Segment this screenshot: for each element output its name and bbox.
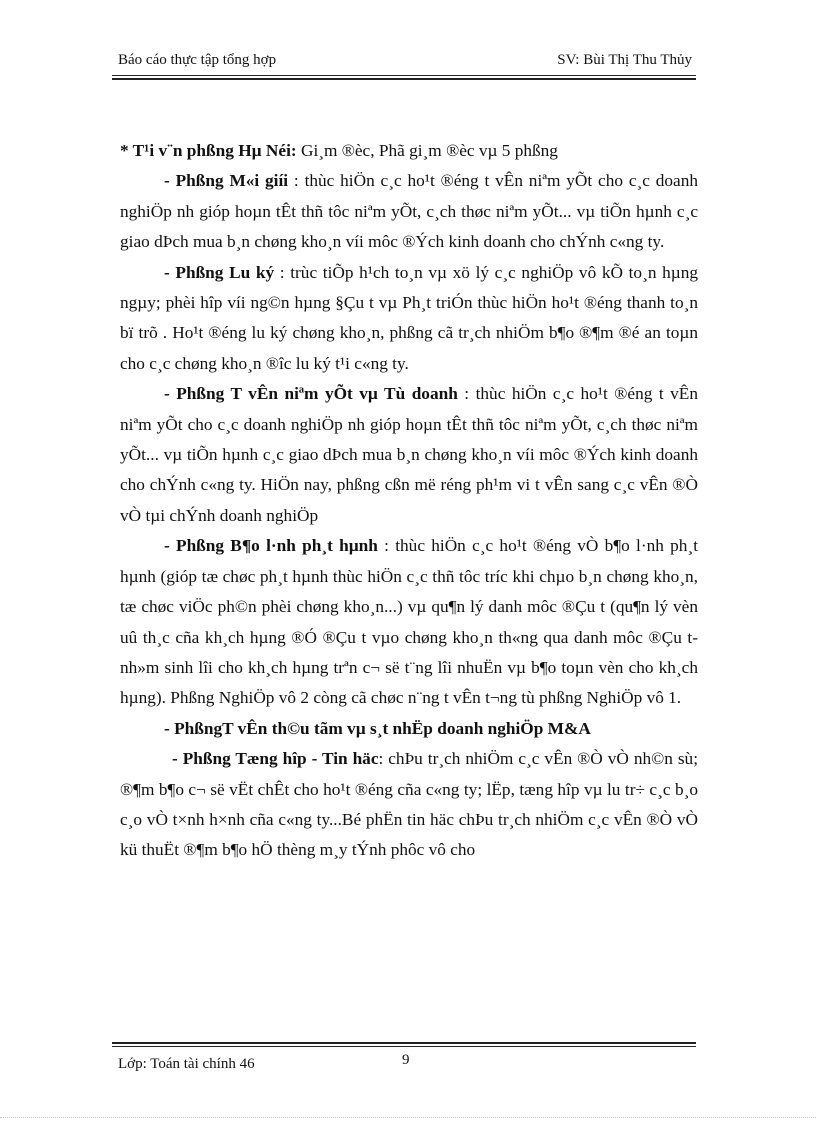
paragraph-heading: * T¹i v¨n phßng Hµ Néi:	[120, 141, 297, 160]
paragraph-heading: - Phßng T vÊn niªm yÕt vµ Tù doanh	[164, 384, 458, 404]
paragraph-text: : chÞu tr¸ch nhiÖm c¸c vÊn ®Ò vÒ nh©n sù; ®¶m b¶o c¬ së vËt chÊt cho ho¹t ®éng cña c«ng ty; lËp, tæng hîp vµ lu tr÷ c¸c b¸o c¸o vÒ t×nh h×nh cña c«ng ty...Bé phËn tin häc chÞu tr¸ch nhiÖm c¸c vÊn ®Ò vÒ kü thuËt ®¶m b¶o hÖ thèng m¸y tÝnh phôc vô cho	[120, 749, 698, 860]
paragraph-heading: - PhßngT vÊn th©u tãm vµ s¸t nhËp doanh nghiÖp M&A	[164, 718, 591, 738]
paragraph-text: : thùc hiÖn c¸c ho¹t ®éng vÒ b¶o l·nh ph¸t hµnh (gióp tæ chøc ph¸t hµnh thùc hiÖn c¸c thñ tôc tríc khi chµo b¸n chøng kho¸n, tæ chøc viÖc ph©n phèi chøng kho¸n...) vµ qu¶n lý danh môc ®Çu t (qu¶n lý vèn uû th¸c cña kh¸ch hµng ®Ó ®Çu t vµo chøng kho¸n th«ng qua danh môc ®Çu t nh»m sinh lîi cho kh¸ch hµng trªn c¬ së t¨ng lîi nhuËn vµ b¶o toµn vèn cho kh¸ch hµng). Phßng NghiÖp vô 2 còng cã chøc n¨ng t vÊn t¬ng tù phßng NghiÖp vô 1.	[120, 536, 698, 708]
paragraph-text: : trùc tiÕp h¹ch to¸n vµ xö lý c¸c nghiÖp vô kÕ to¸n hµng ngµy; phèi hîp víi ng©n hµng §Çu t vµ Ph¸t triÓn thùc hiÖn ho¹t ®éng thanh to¸n bï trõ . Ho¹t ®éng lu ký chøng kho¸n, phßng cã tr¸ch nhiÖm b¶o ®¶m ®é an toµn cho c¸c chøng kho¸n ®îc lu ký t¹i c«ng ty.	[120, 262, 698, 373]
paragraph-custody	[120, 258, 698, 380]
paragraph-heading: - Phßng B¶o l·nh ph¸t hµnh	[164, 536, 378, 556]
header-rule	[112, 75, 696, 76]
footer-class-name: Lớp: Toán tài chính 46	[118, 1056, 255, 1072]
footer-rule-thick	[112, 1042, 696, 1044]
page-bottom-edge	[0, 1117, 816, 1118]
page-footer	[112, 1052, 696, 1074]
paragraph-brokerage	[120, 166, 698, 257]
paragraph-hanoi-office	[120, 136, 698, 166]
header-student-name: SV: Bùi Thị Thu Thủy	[557, 52, 692, 68]
paragraph-general-it	[120, 744, 698, 866]
paragraph-text: Gi¸m ®èc, Phã gi¸m ®èc vµ 5 phßng	[296, 141, 558, 160]
page-header	[112, 52, 696, 74]
header-rule-thick	[112, 78, 696, 80]
paragraph-text: : thùc hiÖn c¸c ho¹t ®éng t vÊn niªm yÕt cho c¸c doanh nghiÖp nh gióp hoµn tÊt thñ tôc niªm yÕt, c¸ch thøc niªm yÕt... vµ tiÕn hµnh c¸c giao dÞch mua b¸n chøng kho¸n víi môc ®Ých kinh doanh cho chÝnh c«ng ty.	[120, 171, 698, 252]
paragraph-heading: - Phßng Tæng hîp - Tin häc	[172, 749, 379, 769]
paragraph-mergers-acquisitions	[120, 714, 698, 744]
paragraph-underwriting	[120, 531, 698, 713]
document-body	[120, 136, 698, 866]
page-number: 9	[402, 1052, 410, 1068]
paragraph-heading: - Phßng Lu ký	[164, 262, 275, 282]
paragraph-text: : thùc hiÖn c¸c ho¹t ®éng t vÊn niªm yÕt cho c¸c doanh nghiÖp nh gióp hoµn tÊt thñ tôc niªm yÕt, c¸ch thøc niªm yÕt... vµ tiÕn hµnh c¸c giao dÞch mua b¸n chøng kho¸n víi môc ®Ých kinh doanh cho chÝnh c«ng ty. HiÖn nay, phßng cßn më réng ph¹m vi t vÊn sang c¸c vÊn ®Ò vÒ tµi chÝnh doanh nghiÖp	[120, 384, 698, 525]
paragraph-heading: - Phßng M«i giíi	[164, 171, 289, 191]
paragraph-listing-advisory	[120, 379, 698, 531]
footer-rule	[112, 1046, 696, 1047]
header-report-title: Báo cáo thực tập tổng hợp	[118, 52, 277, 68]
